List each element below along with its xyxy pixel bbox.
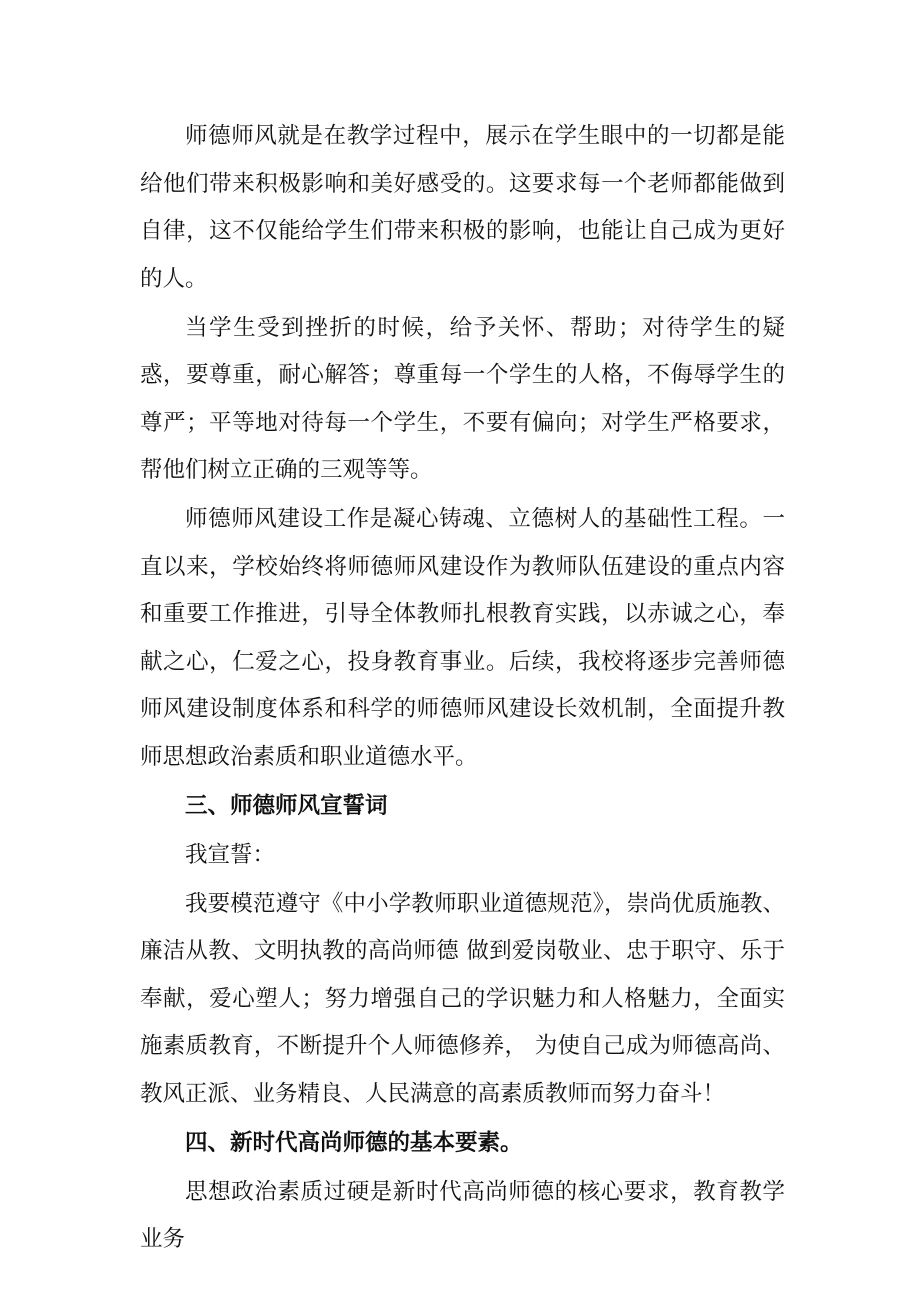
paragraph-political-quality: 思想政治素质过硬是新时代高尚师德的核心要求，教育教学业务 (140, 1178, 785, 1252)
paragraph-caring-for-students: 当学生受到挫折的时候，给予关怀、帮助；对待学生的疑惑，要尊重，耐心解答；尊重每一个学生的人格，不侮辱学生的尊严；平等地对待每一个学生，不要有偏向；对学生严格要求，帮他们树立正确的三观等等。 (140, 314, 785, 483)
section-heading-basic-elements: 四、新时代高尚师德的基本要素。 (185, 1129, 523, 1156)
paragraph-school-ethics-construction: 师德师风建设工作是凝心铸魂、立德树人的基础性工程。一直以来，学校始终将师德师风建设作为教师队伍建设的重点内容和重要工作推进，引导全体教师扎根教育实践，以赤诚之心，奉献之心，仁爱之心，投身教育事业。后续，我校将逐步完善师德师风建设制度体系和科学的师德师风建设长效机制，全面提升教师思想政治素质和职业道德水平。 (140, 506, 785, 770)
paragraph-oath-intro: 我宣誓： (185, 841, 276, 868)
section-heading-oath: 三、师德师风宣誓词 (185, 792, 388, 819)
document-page (140, 113, 785, 1265)
paragraph-teacher-ethics-definition: 师德师风就是在教学过程中，展示在学生眼中的一切都是能给他们带来积极影响和美好感受的。这要求每一个老师都能做到自律，这不仅能给学生们带来积极的影响，也能让自己成为更好的人。 (140, 123, 785, 292)
paragraph-oath-content: 我要模范遵守《中小学教师职业道德规范》，崇尚优质施教、廉洁从教、文明执教的高尚师德 做到爱岗敬业、忠于职守、乐于奉献，爱心塑人；努力增强自己的学识魅力和人格魅力，全面实施素质教育，不断提升个人师德修养， 为使自己成为师德高尚、教风正派、业务精良、人民满意的高素质教师而努力奋斗！ (140, 890, 785, 1107)
